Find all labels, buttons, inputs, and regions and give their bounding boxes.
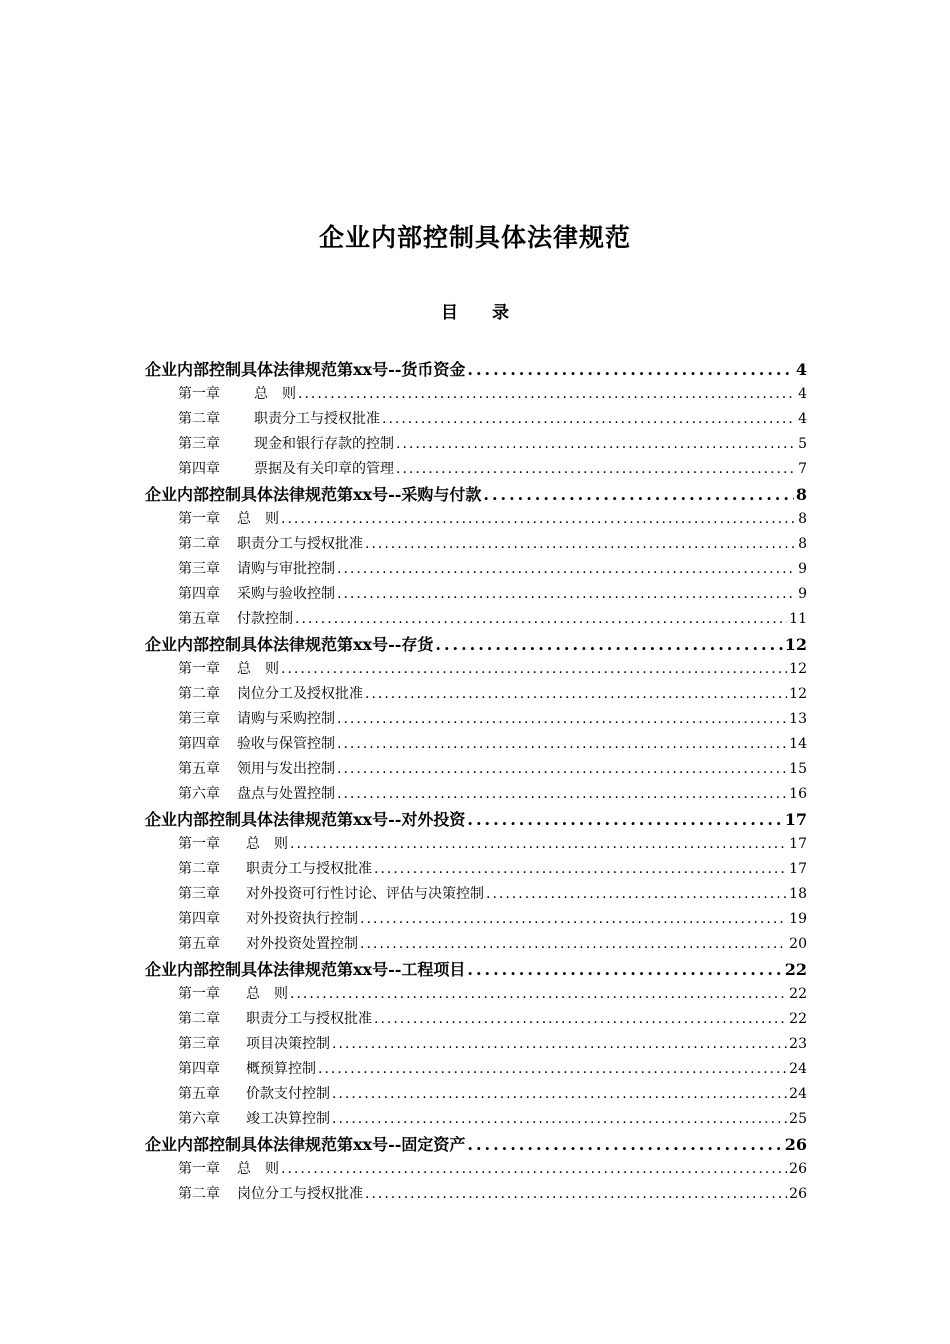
toc-chapter-number: 第三章 — [178, 436, 220, 452]
toc-heading — [0, 298, 950, 323]
toc-part-entry[interactable] — [145, 957, 807, 982]
toc-page-number: 26 — [789, 1161, 807, 1177]
toc-part-entry[interactable] — [145, 357, 807, 382]
toc-heading-right: 录 — [492, 303, 509, 323]
toc-chapter-entry[interactable] — [145, 657, 807, 682]
toc-page-number: 4 — [798, 386, 807, 402]
toc-chapter-title: 价款支付控制 — [246, 1086, 330, 1102]
toc-dot-leader — [467, 1132, 782, 1157]
toc-page-number: 18 — [789, 886, 807, 902]
toc-chapter-entry[interactable] — [145, 757, 807, 782]
toc-chapter-title: 岗位分工及授权批准 — [237, 686, 363, 702]
toc-chapter-entry[interactable] — [145, 1157, 807, 1182]
toc-chapter-title: 对外投资可行性讨论、评估与决策控制 — [246, 886, 484, 902]
toc-chapter-number: 第五章 — [178, 1086, 220, 1102]
toc-page-number: 14 — [789, 736, 807, 752]
toc-chapter-entry[interactable] — [145, 557, 807, 582]
toc-page-number: 17 — [784, 810, 807, 829]
toc-dot-leader — [281, 657, 787, 682]
toc-chapter-entry[interactable] — [145, 382, 807, 407]
toc-dot-leader — [337, 557, 796, 582]
toc-chapter-entry[interactable] — [145, 682, 807, 707]
toc-page-number: 12 — [789, 686, 807, 702]
toc-chapter-entry[interactable] — [145, 582, 807, 607]
toc-dot-leader — [360, 907, 787, 932]
toc-chapter-entry[interactable] — [145, 982, 807, 1007]
toc-chapter-number: 第四章 — [178, 586, 220, 602]
toc-chapter-title: 职责分工与授权批准 — [246, 1011, 372, 1027]
toc-dot-leader — [365, 682, 787, 707]
toc-dot-leader — [337, 707, 787, 732]
toc-chapter-number: 第二章 — [178, 686, 220, 702]
toc-chapter-entry[interactable] — [145, 1182, 807, 1207]
toc-chapter-number: 第四章 — [178, 461, 220, 477]
toc-chapter-number: 第五章 — [178, 936, 220, 952]
toc-chapter-entry[interactable] — [145, 432, 807, 457]
toc-chapter-title: 总 则 — [246, 986, 288, 1002]
toc-page-number: 22 — [784, 960, 807, 979]
toc-page-number: 4 — [798, 411, 807, 427]
toc-chapter-title: 验收与保管控制 — [237, 736, 335, 752]
toc-chapter-title: 岗位分工与授权批准 — [237, 1186, 363, 1202]
toc-chapter-number: 第一章 — [178, 986, 220, 1002]
toc-part-entry[interactable] — [145, 482, 807, 507]
toc-chapter-number: 第二章 — [178, 1186, 220, 1202]
toc-chapter-number: 第三章 — [178, 561, 220, 577]
toc-chapter-title: 项目决策控制 — [246, 1036, 330, 1052]
toc-dot-leader — [467, 957, 782, 982]
toc-dot-leader — [396, 432, 796, 457]
table-of-contents — [145, 357, 807, 1207]
toc-dot-leader — [318, 1057, 787, 1082]
toc-dot-leader — [290, 982, 787, 1007]
toc-dot-leader — [374, 857, 787, 882]
toc-chapter-title: 领用与发出控制 — [237, 761, 335, 777]
toc-page-number: 13 — [789, 711, 807, 727]
toc-chapter-entry[interactable] — [145, 1107, 807, 1132]
toc-page-number: 12 — [789, 661, 807, 677]
toc-chapter-title: 概预算控制 — [246, 1061, 316, 1077]
toc-part-title: 企业内部控制具体法律规范第xx号--工程项目 — [145, 960, 466, 979]
toc-part-title: 企业内部控制具体法律规范第xx号--存货 — [145, 635, 434, 654]
toc-page-number: 9 — [798, 586, 807, 602]
toc-dot-leader — [298, 382, 796, 407]
toc-dot-leader — [374, 1007, 787, 1032]
toc-chapter-title: 付款控制 — [237, 611, 293, 627]
toc-dot-leader — [281, 507, 796, 532]
toc-page-number: 26 — [789, 1186, 807, 1202]
toc-chapter-entry[interactable] — [145, 832, 807, 857]
toc-part-title: 企业内部控制具体法律规范第xx号--对外投资 — [145, 810, 466, 829]
toc-chapter-number: 第五章 — [178, 611, 220, 627]
toc-chapter-number: 第三章 — [178, 886, 220, 902]
toc-dot-leader — [332, 1082, 787, 1107]
document-title: 企业内部控制具体法律规范 — [318, 223, 631, 252]
toc-chapter-entry[interactable] — [145, 1007, 807, 1032]
toc-chapter-title: 总 则 — [246, 836, 288, 852]
toc-chapter-entry[interactable] — [145, 907, 807, 932]
toc-chapter-number: 第五章 — [178, 761, 220, 777]
toc-chapter-number: 第一章 — [178, 511, 220, 527]
toc-dot-leader — [332, 1032, 787, 1057]
toc-chapter-entry[interactable] — [145, 507, 807, 532]
toc-page-number: 17 — [789, 836, 807, 852]
toc-chapter-entry[interactable] — [145, 1057, 807, 1082]
toc-page-number: 8 — [798, 511, 807, 527]
toc-page-number: 16 — [789, 786, 807, 802]
toc-chapter-number: 第二章 — [178, 536, 220, 552]
toc-dot-leader — [337, 782, 787, 807]
toc-chapter-title: 票据及有关印章的管理 — [254, 461, 394, 477]
toc-chapter-entry[interactable] — [145, 707, 807, 732]
toc-part-entry[interactable] — [145, 632, 807, 657]
toc-dot-leader — [382, 407, 796, 432]
toc-chapter-title: 竣工决算控制 — [246, 1111, 330, 1127]
toc-chapter-number: 第一章 — [178, 1161, 220, 1177]
toc-page-number: 20 — [789, 936, 807, 952]
toc-dot-leader — [365, 532, 796, 557]
toc-dot-leader — [467, 807, 782, 832]
toc-chapter-number: 第二章 — [178, 1011, 220, 1027]
toc-chapter-title: 总 则 — [254, 386, 296, 402]
toc-chapter-number: 第二章 — [178, 861, 220, 877]
toc-page-number: 9 — [798, 561, 807, 577]
toc-dot-leader — [435, 632, 782, 657]
toc-chapter-entry[interactable] — [145, 857, 807, 882]
toc-page-number: 19 — [789, 911, 807, 927]
toc-chapter-entry[interactable] — [145, 782, 807, 807]
toc-page-number: 11 — [789, 611, 807, 627]
toc-page-number: 15 — [789, 761, 807, 777]
toc-chapter-title: 采购与验收控制 — [237, 586, 335, 602]
toc-chapter-number: 第四章 — [178, 1061, 220, 1077]
toc-chapter-title: 现金和银行存款的控制 — [254, 436, 394, 452]
toc-chapter-entry[interactable] — [145, 882, 807, 907]
toc-chapter-number: 第三章 — [178, 711, 220, 727]
toc-chapter-number: 第六章 — [178, 1111, 220, 1127]
toc-page-number: 23 — [789, 1036, 807, 1052]
toc-dot-leader — [396, 457, 796, 482]
toc-page-number: 26 — [784, 1135, 807, 1154]
toc-heading-left: 目 — [441, 303, 458, 323]
toc-part-title: 企业内部控制具体法律规范第xx号--固定资产 — [145, 1135, 466, 1154]
toc-chapter-title: 请购与采购控制 — [237, 711, 335, 727]
toc-chapter-title: 总 则 — [237, 1161, 279, 1177]
toc-page-number: 8 — [795, 485, 807, 504]
toc-chapter-entry[interactable] — [145, 607, 807, 632]
toc-chapter-entry[interactable] — [145, 457, 807, 482]
toc-chapter-entry[interactable] — [145, 932, 807, 957]
toc-page-number: 24 — [789, 1061, 807, 1077]
toc-page-number: 17 — [789, 861, 807, 877]
toc-part-title: 企业内部控制具体法律规范第xx号--货币资金 — [145, 360, 466, 379]
toc-chapter-title: 对外投资处置控制 — [246, 936, 358, 952]
toc-chapter-title: 总 则 — [237, 511, 279, 527]
toc-dot-leader — [483, 482, 793, 507]
toc-dot-leader — [295, 607, 787, 632]
toc-chapter-number: 第一章 — [178, 836, 220, 852]
toc-dot-leader — [365, 1182, 787, 1207]
toc-dot-leader — [337, 757, 787, 782]
toc-dot-leader — [467, 357, 793, 382]
toc-chapter-entry[interactable] — [145, 1082, 807, 1107]
toc-chapter-title: 职责分工与授权批准 — [237, 536, 363, 552]
toc-part-title: 企业内部控制具体法律规范第xx号--采购与付款 — [145, 485, 482, 504]
toc-chapter-title: 职责分工与授权批准 — [254, 411, 380, 427]
toc-dot-leader — [337, 732, 787, 757]
toc-chapter-entry[interactable] — [145, 532, 807, 557]
toc-page-number: 24 — [789, 1086, 807, 1102]
toc-page-number: 12 — [784, 635, 807, 654]
toc-chapter-title: 总 则 — [237, 661, 279, 677]
toc-chapter-title: 职责分工与授权批准 — [246, 861, 372, 877]
toc-page-number: 22 — [789, 986, 807, 1002]
toc-page-number: 25 — [789, 1111, 807, 1127]
toc-chapter-title: 请购与审批控制 — [237, 561, 335, 577]
toc-page-number: 5 — [798, 436, 807, 452]
toc-chapter-number: 第四章 — [178, 736, 220, 752]
toc-chapter-number: 第三章 — [178, 1036, 220, 1052]
toc-chapter-title: 盘点与处置控制 — [237, 786, 335, 802]
toc-dot-leader — [290, 832, 787, 857]
toc-page-number: 8 — [798, 536, 807, 552]
toc-chapter-entry[interactable] — [145, 732, 807, 757]
toc-dot-leader — [281, 1157, 787, 1182]
toc-dot-leader — [486, 882, 787, 907]
toc-chapter-number: 第二章 — [178, 411, 220, 427]
toc-page-number: 4 — [795, 360, 807, 379]
toc-chapter-number: 第六章 — [178, 786, 220, 802]
toc-chapter-title: 对外投资执行控制 — [246, 911, 358, 927]
toc-page-number: 7 — [798, 461, 807, 477]
toc-chapter-entry[interactable] — [145, 1032, 807, 1057]
toc-part-entry[interactable] — [145, 807, 807, 832]
toc-page-number: 22 — [789, 1011, 807, 1027]
toc-dot-leader — [360, 932, 787, 957]
toc-dot-leader — [337, 582, 796, 607]
toc-chapter-number: 第一章 — [178, 661, 220, 677]
toc-chapter-entry[interactable] — [145, 407, 807, 432]
toc-chapter-number: 第四章 — [178, 911, 220, 927]
toc-chapter-number: 第一章 — [178, 386, 220, 402]
toc-part-entry[interactable] — [145, 1132, 807, 1157]
toc-dot-leader — [332, 1107, 787, 1132]
